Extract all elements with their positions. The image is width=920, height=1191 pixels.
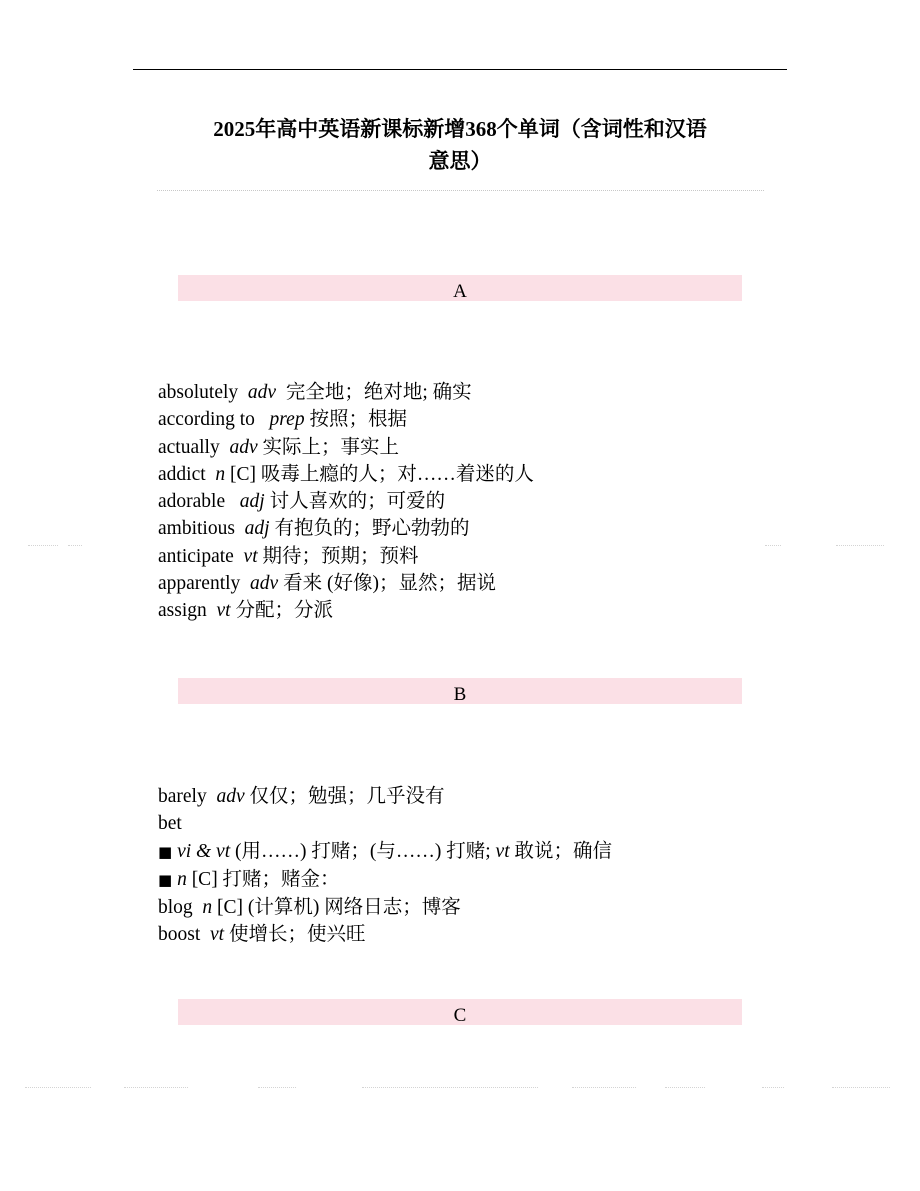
entry-adorable: adorable adj 讨人喜欢的；可爱的 — [158, 491, 446, 513]
footer-dots — [124, 1087, 188, 1088]
footer-dots — [362, 1087, 538, 1088]
entry-according-to: according to prep 按照；根据 — [158, 409, 407, 431]
section-b-entries — [158, 783, 612, 949]
bullet-icon: ■ — [158, 842, 173, 861]
footer-dots — [258, 1087, 296, 1088]
entry-bet: bet — [158, 813, 182, 835]
entry-ambitious: ambitious adj 有抱负的；野心勃勃的 — [158, 518, 470, 540]
entry-bet-sense-2: ■ n [C] 打赌；赌金： — [158, 868, 340, 890]
title-line-2: 意思） — [428, 149, 492, 173]
bullet-icon: ■ — [158, 870, 173, 889]
entry-absolutely: absolutely adv 完全地；绝对地; 确实 — [158, 382, 472, 403]
entry-boost: boost vt 使增长；使兴旺 — [158, 924, 366, 946]
entry-bet-sense-1: ■ vi & vt (用……) 打赌；(与……) 打赌; vt 敢说；确信 — [158, 840, 613, 862]
margin-dots — [28, 545, 58, 546]
section-header-c: C — [178, 999, 742, 1025]
document-title — [150, 113, 770, 177]
footer-dots — [25, 1087, 91, 1088]
entry-addict: addict n [C] 吸毒上瘾的人；对……着迷的人 — [158, 463, 534, 485]
entry-actually: actually adv 实际上；事实上 — [158, 436, 400, 458]
footer-dots — [762, 1087, 784, 1088]
entry-blog: blog n [C] (计算机) 网络日志；博客 — [158, 897, 461, 919]
title-line-1: 2025年高中英语新课标新增368个单词（含词性和汉语 — [213, 117, 707, 141]
section-header-b: B — [178, 678, 742, 704]
margin-dots — [68, 545, 82, 546]
footer-dots — [832, 1087, 890, 1088]
section-a-entries — [158, 379, 534, 625]
entry-anticipate: anticipate vt 期待；预期；预料 — [158, 545, 419, 567]
margin-dots — [836, 545, 884, 546]
title-divider — [157, 190, 764, 191]
entry-barely: barely adv 仅仅；勉强；几乎没有 — [158, 786, 445, 807]
entry-assign: assign vt 分配；分派 — [158, 600, 333, 622]
entry-apparently: apparently adv 看来 (好像)；显然；据说 — [158, 573, 496, 595]
section-header-a: A — [178, 275, 742, 301]
footer-dots — [665, 1087, 705, 1088]
header-rule — [133, 69, 787, 70]
margin-dots — [765, 545, 781, 546]
footer-dots — [572, 1087, 636, 1088]
